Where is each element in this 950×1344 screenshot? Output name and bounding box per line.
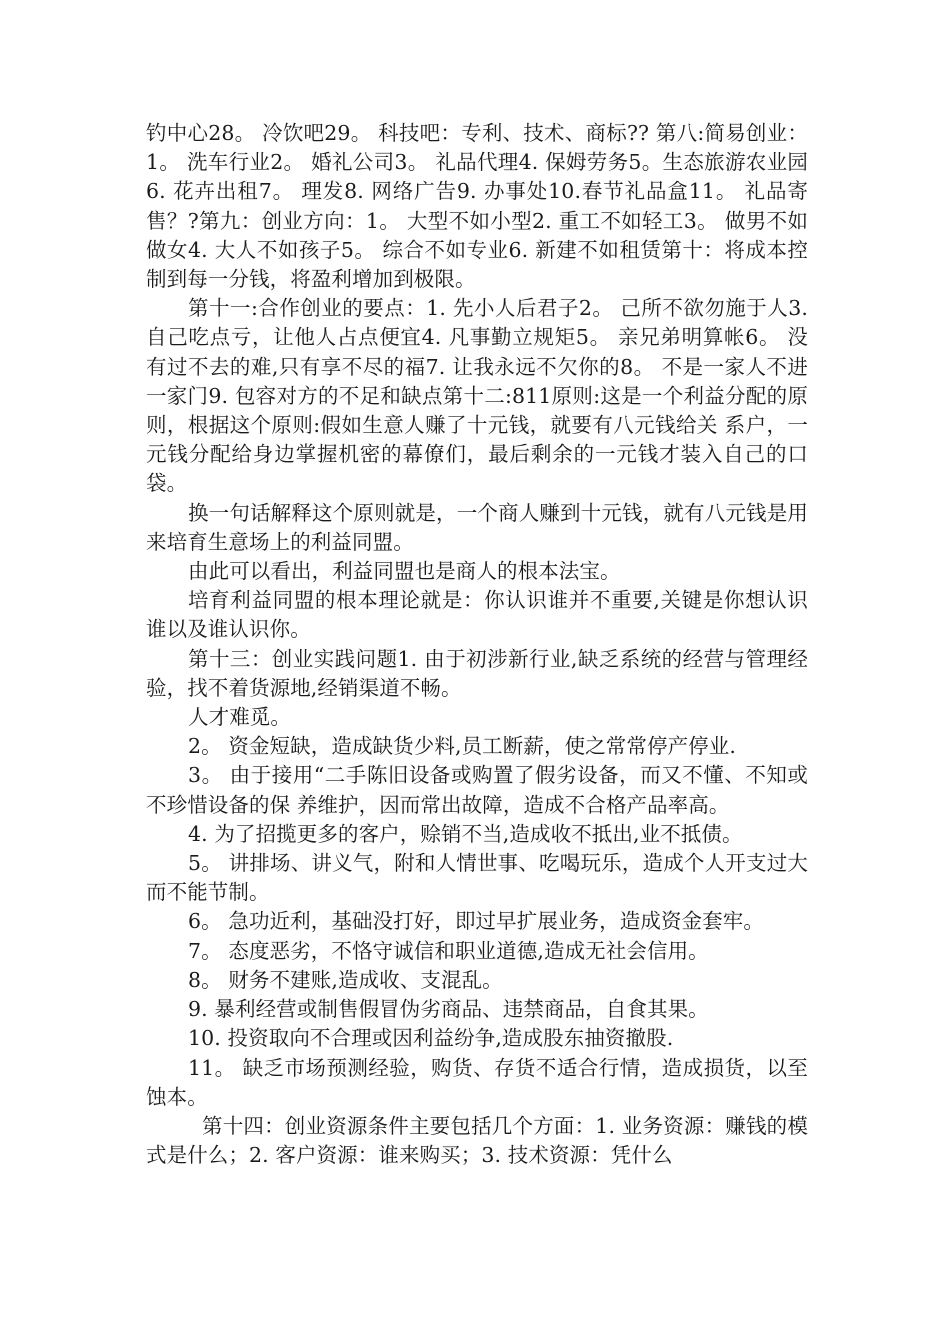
paragraph: 5。 讲排场、讲义气，附和人情世事、吃喝玩乐，造成个人开支过大而不能节制。 (146, 851, 808, 905)
paragraph: 换一句话解释这个原则就是，一个商人赚到十元钱，就有八元钱是用来培育生意场上的利益同盟。 (146, 500, 808, 554)
paragraph: 人才难觅。 (188, 705, 291, 730)
paragraph: 10. 投资取向不合理或因利益纷争,造成股东抽资撤股. (188, 1026, 674, 1051)
paragraph: 11。 缺乏市场预测经验，购货、存货不适合行情，造成损货，以至蚀本。 (146, 1055, 808, 1109)
paragraph: 由此可以看出，利益同盟也是商人的根本法宝。 (188, 559, 621, 584)
paragraph: 6。 急功近利，基础没打好，即过早扩展业务，造成资金套牢。 (188, 909, 764, 934)
paragraph: 第十一:合作创业的要点：1. 先小人后君子2。 己所不欲勿施于人3. 自己吃点亏，让他人占点便宜4. 凡事勤立规矩5。 亲兄弟明算帐6。 没有过不去的难,只有享不尽的福7. 让我永远不欠你的8。 不是一家人不进一家门9. 包容对方的不足和缺点第十二:811原则:这是一个利益分配的原则，根据这个原则:假如生意人赚了十元钱，就要有八元钱给关 系户，一元钱分配给身边掌握机密的幕僚们，最后剩余的一元钱才装入自己的口袋。 (146, 296, 808, 496)
paragraph: 4. 为了招揽更多的客户，赊销不当,造成收不抵出,业不抵债。 (188, 821, 743, 846)
paragraph: 3。 由于接用“二手陈旧设备或购置了假劣设备，而又不懂、不知或不珍惜设备的保 养维护，因而常出故障，造成不合格产品率高。 (146, 763, 808, 817)
paragraph: 钓中心28。 冷饮吧29。 科技吧：专利、技术、商标?? 第八:简易创业：1。 洗车行业2。 婚礼公司3。 礼品代理4. 保姆劳务5。生态旅游农业园6. 花卉出租7。 理发8. 网络广告9. 办事处10.春节礼品盒11。 礼品寄售？?第九：创业方向：1。 大型不如小型2. 重工不如轻工3。 做男不如做女4. 大人不如孩子5。 综合不如专业6. 新建不如租赁第十：将成本控制到每一分钱，将盈利增加到极限。 (146, 121, 808, 292)
paragraph: 2。 资金短缺，造成缺货少料,员工断薪，使之常常停产停业. (188, 734, 736, 759)
paragraph: 第十三：创业实践问题1. 由于初涉新行业,缺乏系统的经营与管理经验，找不着货源地,经销渠道不畅。 (146, 646, 808, 700)
paragraph: 培育利益同盟的根本理论就是：你认识谁并不重要,关键是你想认识谁以及谁认识你。 (146, 588, 808, 642)
paragraph: 第十四：创业资源条件主要包括几个方面：1. 业务资源：赚钱的模式是什么；2. 客户资源：谁来购买；3. 技术资源：凭什么 (146, 1113, 808, 1168)
paragraph: 9. 暴利经营或制售假冒伪劣商品、违禁商品，自食其果。 (188, 997, 709, 1022)
paragraph: 7。 态度恶劣，不恪守诚信和职业道德,造成无社会信用。 (188, 938, 709, 963)
document-body (146, 119, 808, 1170)
paragraph: 8。 财务不建账,造成收、支混乱。 (188, 967, 503, 992)
